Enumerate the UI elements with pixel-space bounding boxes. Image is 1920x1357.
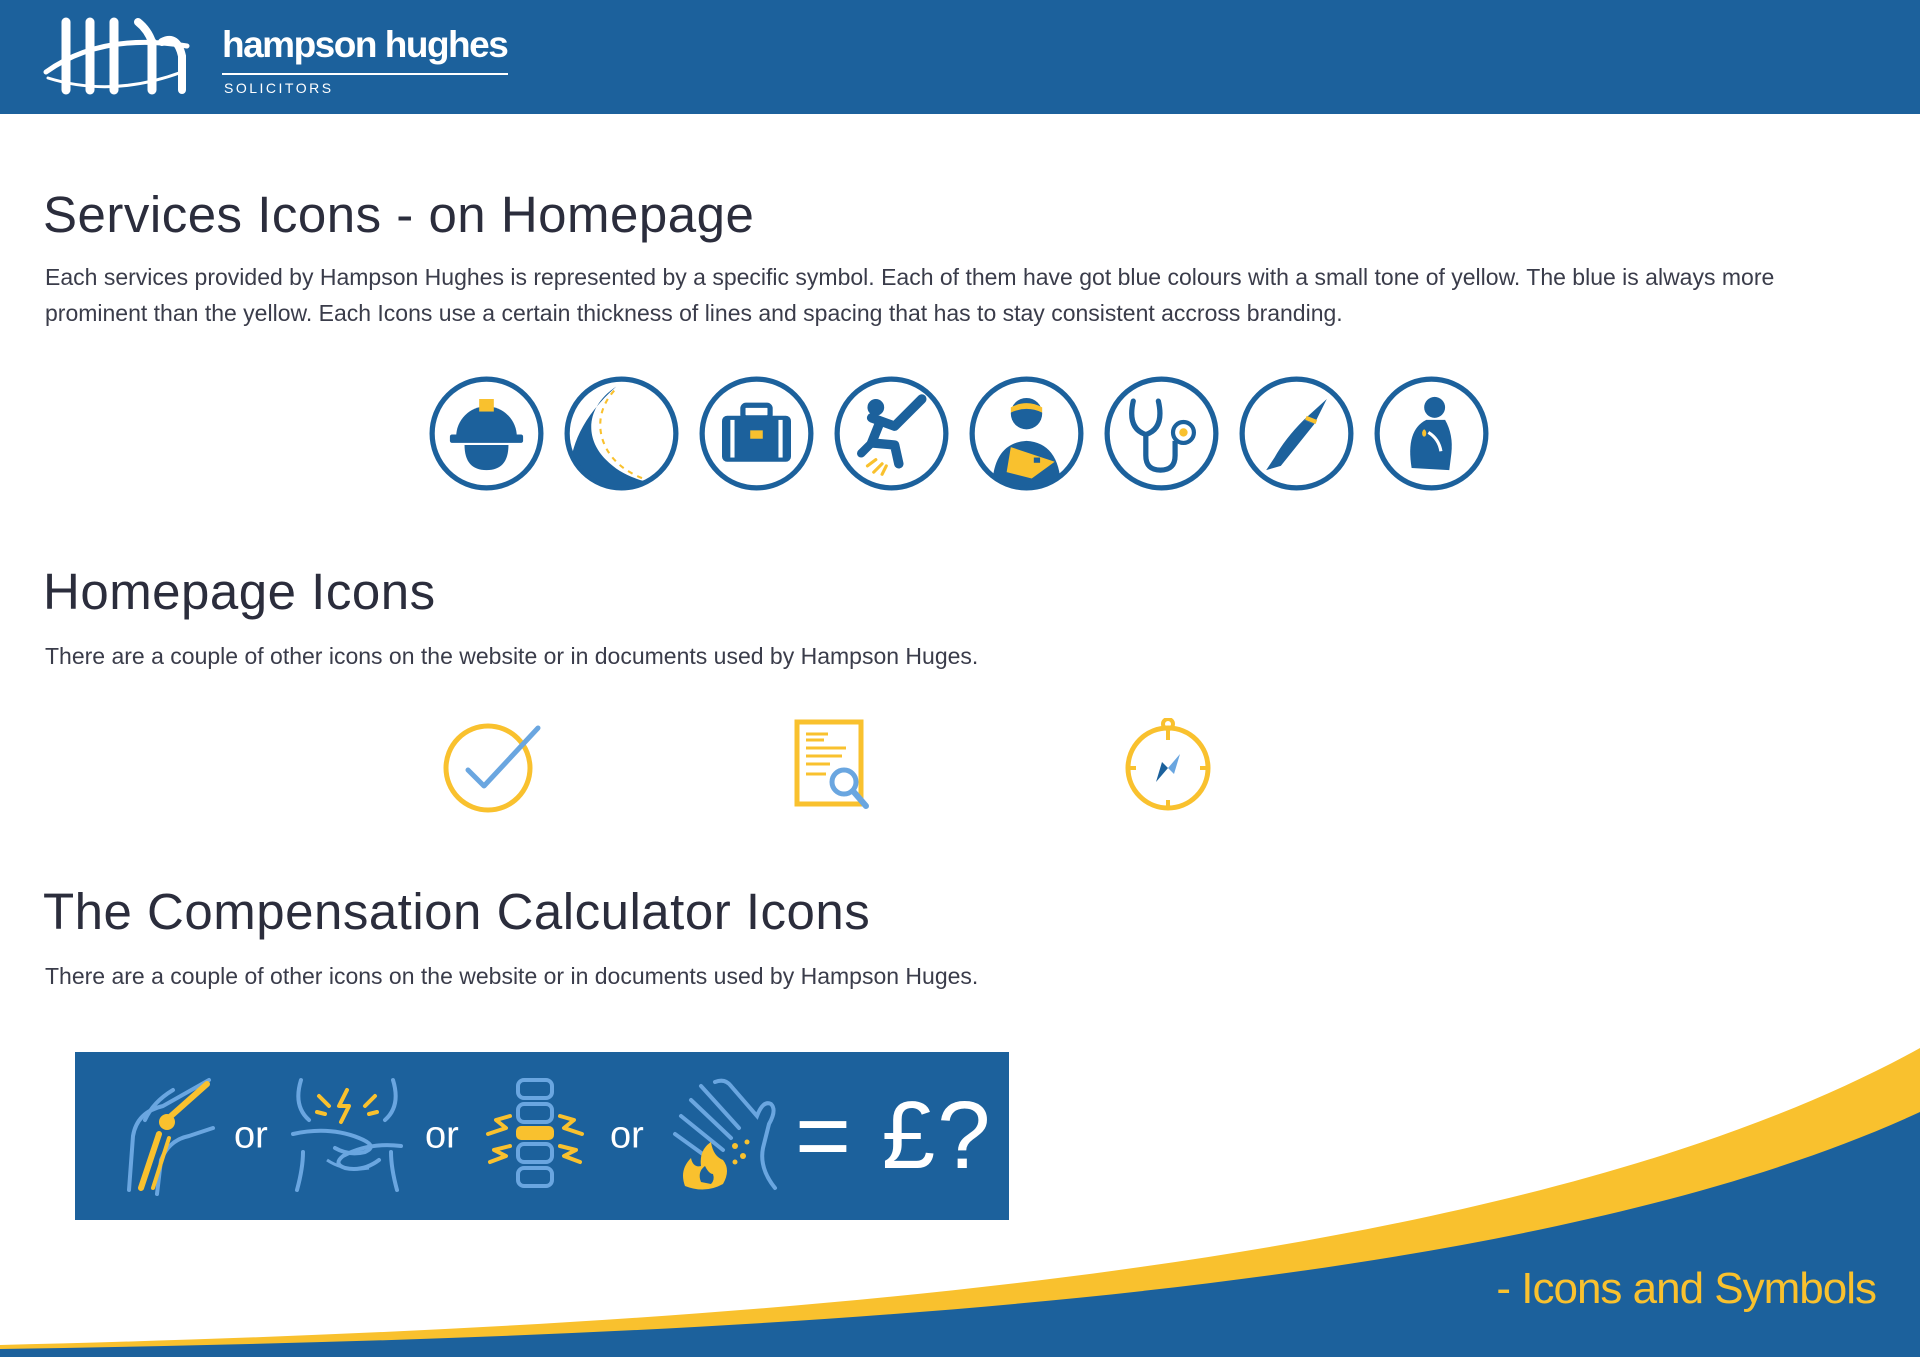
section-title-services: Services Icons - on Homepage xyxy=(43,186,755,243)
calc-or-3: or xyxy=(610,1114,644,1157)
footer-tagline: - Icons and Symbols xyxy=(1496,1264,1876,1313)
section-text-homepage: There are a couple of other icons on the website or in documents used by Hampson Huges. xyxy=(45,643,979,669)
calc-result: = £? xyxy=(795,1082,993,1189)
section-text-services: Each services provided by Hampson Hughes is represented by a specific symbol. Each of them have got blue colours with a small tone of yellow. The blue is always more prominent than the yellow. Each Icons use a certain thickness of lines and spacing that has to stay consistent accross branding. xyxy=(45,264,1775,326)
compensation-calculator-banner xyxy=(75,1052,1009,1220)
section-title-calculator: The Compensation Calculator Icons xyxy=(43,883,871,940)
calc-or-2: or xyxy=(425,1114,459,1157)
stomach-pain-icon xyxy=(289,1076,405,1196)
calc-or-1: or xyxy=(234,1114,268,1157)
knee-joint-icon xyxy=(123,1076,217,1196)
burned-hand-icon xyxy=(665,1076,781,1196)
brand-subtitle: SOLICITORS xyxy=(224,80,334,96)
section-title-homepage: Homepage Icons xyxy=(43,563,436,620)
spine-icon xyxy=(480,1076,590,1196)
section-text-calculator: There are a couple of other icons on the website or in documents used by Hampson Huges. xyxy=(45,963,979,989)
brand-name: hampson hughes xyxy=(222,24,508,65)
